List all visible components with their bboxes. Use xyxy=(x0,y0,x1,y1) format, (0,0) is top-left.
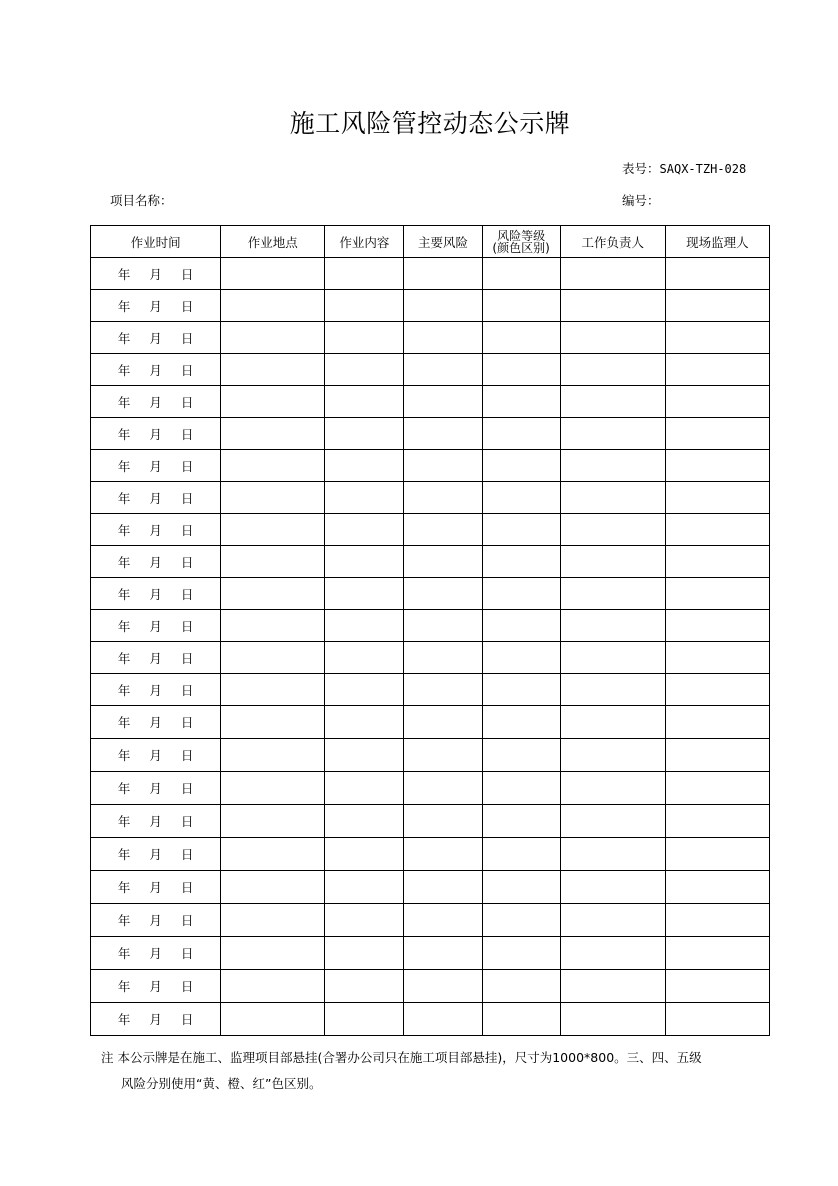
table-row xyxy=(91,871,770,904)
date-year-label: 年 xyxy=(117,618,131,634)
work-time-cell[interactable] xyxy=(91,706,221,739)
work-leader-cell[interactable] xyxy=(560,739,665,772)
date-month-label: 月 xyxy=(149,650,162,666)
date-month-label: 月 xyxy=(149,979,162,994)
work-time-cell[interactable] xyxy=(91,674,221,706)
work-content-cell[interactable] xyxy=(325,772,404,805)
table-row xyxy=(91,482,770,514)
table-row xyxy=(91,838,770,871)
date-year-label: 年 xyxy=(117,522,131,538)
site-supervisor-cell[interactable] xyxy=(665,514,769,546)
date-year-label: 年 xyxy=(117,650,131,666)
main-risk-cell[interactable] xyxy=(404,970,482,1003)
form-number xyxy=(622,159,746,177)
form-number-label: 表号： xyxy=(622,161,660,176)
date-day-label: 日 xyxy=(180,781,194,796)
work-leader-cell[interactable] xyxy=(560,871,665,904)
work-time-cell[interactable] xyxy=(91,258,221,290)
date-month-label: 月 xyxy=(149,781,162,796)
date-day-label: 日 xyxy=(180,298,194,314)
risk-level-cell[interactable] xyxy=(482,418,560,450)
work-location-cell[interactable] xyxy=(221,386,325,418)
work-location-cell[interactable] xyxy=(221,482,325,514)
work-time-cell[interactable] xyxy=(91,290,221,322)
table-row xyxy=(91,290,770,322)
date-day-label: 日 xyxy=(180,490,194,506)
date-month-label: 月 xyxy=(149,490,162,506)
work-location-cell[interactable] xyxy=(221,838,325,871)
site-supervisor-cell[interactable] xyxy=(665,322,769,354)
work-content-cell[interactable] xyxy=(325,674,404,706)
work-location-cell[interactable] xyxy=(221,322,325,354)
work-leader-cell[interactable] xyxy=(560,258,665,290)
date-day-label: 日 xyxy=(180,847,194,862)
main-risk-cell[interactable] xyxy=(404,290,482,322)
work-location-cell[interactable] xyxy=(221,290,325,322)
date-day-label: 日 xyxy=(180,394,194,410)
date-month-label: 月 xyxy=(149,586,162,602)
date-year-label: 年 xyxy=(117,298,131,314)
site-supervisor-cell[interactable] xyxy=(665,610,769,642)
work-time-cell[interactable] xyxy=(91,970,221,1003)
main-risk-cell[interactable] xyxy=(404,772,482,805)
header-work-content: 作业内容 xyxy=(325,226,404,258)
work-leader-cell[interactable] xyxy=(560,322,665,354)
table-row xyxy=(91,258,770,290)
date-day-label: 日 xyxy=(180,946,194,961)
main-risk-cell[interactable] xyxy=(404,904,482,937)
risk-level-cell[interactable] xyxy=(482,610,560,642)
form-number-code: SAQX-TZH-028 xyxy=(659,162,747,176)
work-content-cell[interactable] xyxy=(325,739,404,772)
table-row xyxy=(91,805,770,838)
work-leader-cell[interactable] xyxy=(560,970,665,1003)
date-month-label: 月 xyxy=(149,618,162,634)
site-supervisor-cell[interactable] xyxy=(665,482,769,514)
main-risk-cell[interactable] xyxy=(404,706,482,739)
work-time-cell[interactable] xyxy=(91,418,221,450)
work-time-cell[interactable] xyxy=(91,871,221,904)
work-time-cell[interactable] xyxy=(91,772,221,805)
work-leader-cell[interactable] xyxy=(560,290,665,322)
main-risk-cell[interactable] xyxy=(404,546,482,578)
work-leader-cell[interactable] xyxy=(560,386,665,418)
header-work-time: 作业时间 xyxy=(91,226,221,258)
date-day-label: 日 xyxy=(180,554,194,570)
table-row xyxy=(91,739,770,772)
date-year-label: 年 xyxy=(117,847,131,862)
risk-level-cell[interactable] xyxy=(482,354,560,386)
work-content-cell[interactable] xyxy=(325,805,404,838)
date-year-label: 年 xyxy=(117,362,131,378)
main-risk-cell[interactable] xyxy=(404,610,482,642)
work-location-cell[interactable] xyxy=(221,739,325,772)
header-risk-level xyxy=(482,226,560,258)
date-month-label: 月 xyxy=(149,362,162,378)
work-content-cell[interactable] xyxy=(325,871,404,904)
project-name-label: 项目名称： xyxy=(110,193,173,208)
header-site-supervisor: 现场监理人 xyxy=(665,226,769,258)
date-month-label: 月 xyxy=(149,554,162,570)
site-supervisor-cell[interactable] xyxy=(665,386,769,418)
table-row xyxy=(91,354,770,386)
date-year-label: 年 xyxy=(117,979,131,994)
work-content-cell[interactable] xyxy=(325,706,404,739)
work-content-cell[interactable] xyxy=(325,610,404,642)
date-day-label: 日 xyxy=(180,266,194,282)
site-supervisor-cell[interactable] xyxy=(665,674,769,706)
risk-level-cell[interactable] xyxy=(482,258,560,290)
date-year-label: 年 xyxy=(117,1012,131,1027)
site-supervisor-cell[interactable] xyxy=(665,706,769,739)
table-row xyxy=(91,706,770,739)
date-day-label: 日 xyxy=(180,362,194,378)
work-time-cell[interactable] xyxy=(91,546,221,578)
main-risk-cell[interactable] xyxy=(404,354,482,386)
page-title: 施工风险管控动态公示牌 xyxy=(289,109,571,138)
work-leader-cell[interactable] xyxy=(560,610,665,642)
risk-level-cell[interactable] xyxy=(482,739,560,772)
work-location-cell[interactable] xyxy=(221,706,325,739)
work-leader-cell[interactable] xyxy=(560,450,665,482)
work-leader-cell[interactable] xyxy=(560,354,665,386)
date-day-label: 日 xyxy=(180,682,194,698)
work-time-cell[interactable] xyxy=(91,386,221,418)
table-row xyxy=(91,546,770,578)
work-content-cell[interactable] xyxy=(325,514,404,546)
work-content-cell[interactable] xyxy=(325,450,404,482)
risk-level-cell[interactable] xyxy=(482,642,560,674)
work-leader-cell[interactable] xyxy=(560,418,665,450)
site-supervisor-cell[interactable] xyxy=(665,450,769,482)
main-risk-cell[interactable] xyxy=(404,838,482,871)
date-day-label: 日 xyxy=(180,1012,194,1027)
date-year-label: 年 xyxy=(117,330,131,346)
date-day-label: 日 xyxy=(180,618,194,634)
work-time-cell[interactable] xyxy=(91,514,221,546)
main-risk-cell[interactable] xyxy=(404,418,482,450)
date-month-label: 月 xyxy=(149,1012,162,1027)
table-row xyxy=(91,1003,770,1036)
work-content-cell[interactable] xyxy=(325,937,404,970)
risk-level-cell[interactable] xyxy=(482,386,560,418)
date-month-label: 月 xyxy=(149,847,162,862)
risk-level-cell[interactable] xyxy=(482,772,560,805)
risk-level-cell[interactable] xyxy=(482,970,560,1003)
work-content-cell[interactable] xyxy=(325,482,404,514)
risk-level-cell[interactable] xyxy=(482,322,560,354)
work-content-cell[interactable] xyxy=(325,290,404,322)
work-leader-cell[interactable] xyxy=(560,578,665,610)
date-year-label: 年 xyxy=(117,682,131,698)
date-month-label: 月 xyxy=(149,458,162,474)
site-supervisor-cell[interactable] xyxy=(665,937,769,970)
date-day-label: 日 xyxy=(180,814,194,829)
site-supervisor-cell[interactable] xyxy=(665,354,769,386)
main-risk-cell[interactable] xyxy=(404,578,482,610)
serial-number-label: 编号： xyxy=(622,193,660,208)
footnote-line2: 风险分别使用“黄、橙、红”色区别。 xyxy=(121,1076,322,1091)
table-row xyxy=(91,970,770,1003)
main-risk-cell[interactable] xyxy=(404,514,482,546)
site-supervisor-cell[interactable] xyxy=(665,805,769,838)
date-month-label: 月 xyxy=(149,748,162,763)
work-content-cell[interactable] xyxy=(325,1003,404,1036)
header-work-leader: 工作负责人 xyxy=(560,226,665,258)
work-content-cell[interactable] xyxy=(325,578,404,610)
work-time-cell[interactable] xyxy=(91,937,221,970)
work-location-cell[interactable] xyxy=(221,970,325,1003)
date-year-label: 年 xyxy=(117,946,131,961)
work-location-cell[interactable] xyxy=(221,258,325,290)
main-risk-cell[interactable] xyxy=(404,739,482,772)
main-risk-cell[interactable] xyxy=(404,482,482,514)
table-row xyxy=(91,578,770,610)
main-risk-cell[interactable] xyxy=(404,1003,482,1036)
footnote-line1: 注 本公示牌是在施工、监理项目部悬挂(合署办公司只在施工项目部悬挂)，尺寸为1000*800。三、四、五级 xyxy=(101,1050,702,1065)
work-time-cell[interactable] xyxy=(91,482,221,514)
work-location-cell[interactable] xyxy=(221,546,325,578)
table-row xyxy=(91,904,770,937)
header-risk-level-line2: (颜色区别) xyxy=(492,240,550,255)
date-year-label: 年 xyxy=(117,814,131,829)
date-day-label: 日 xyxy=(180,330,194,346)
main-risk-cell[interactable] xyxy=(404,322,482,354)
work-location-cell[interactable] xyxy=(221,674,325,706)
work-leader-cell[interactable] xyxy=(560,546,665,578)
table-row xyxy=(91,642,770,674)
main-risk-cell[interactable] xyxy=(404,674,482,706)
work-leader-cell[interactable] xyxy=(560,514,665,546)
header-work-location: 作业地点 xyxy=(221,226,325,258)
work-leader-cell[interactable] xyxy=(560,838,665,871)
work-content-cell[interactable] xyxy=(325,418,404,450)
work-location-cell[interactable] xyxy=(221,418,325,450)
date-year-label: 年 xyxy=(117,266,131,282)
work-content-cell[interactable] xyxy=(325,642,404,674)
work-location-cell[interactable] xyxy=(221,450,325,482)
date-year-label: 年 xyxy=(117,490,131,506)
work-time-cell[interactable] xyxy=(91,1003,221,1036)
work-leader-cell[interactable] xyxy=(560,772,665,805)
risk-level-cell[interactable] xyxy=(482,904,560,937)
risk-level-cell[interactable] xyxy=(482,706,560,739)
date-month-label: 月 xyxy=(149,426,162,442)
table-row xyxy=(91,418,770,450)
date-day-label: 日 xyxy=(180,979,194,994)
risk-level-cell[interactable] xyxy=(482,674,560,706)
work-content-cell[interactable] xyxy=(325,546,404,578)
work-content-cell[interactable] xyxy=(325,904,404,937)
main-risk-cell[interactable] xyxy=(404,386,482,418)
main-risk-cell[interactable] xyxy=(404,258,482,290)
site-supervisor-cell[interactable] xyxy=(665,970,769,1003)
date-year-label: 年 xyxy=(117,426,131,442)
site-supervisor-cell[interactable] xyxy=(665,772,769,805)
date-month-label: 月 xyxy=(149,266,162,282)
risk-table xyxy=(90,225,770,1036)
work-time-cell[interactable] xyxy=(91,450,221,482)
date-month-label: 月 xyxy=(149,522,162,538)
risk-level-cell[interactable] xyxy=(482,1003,560,1036)
date-month-label: 月 xyxy=(149,330,162,346)
work-location-cell[interactable] xyxy=(221,354,325,386)
risk-level-cell[interactable] xyxy=(482,482,560,514)
date-month-label: 月 xyxy=(149,715,162,730)
work-time-cell[interactable] xyxy=(91,322,221,354)
table-header-row xyxy=(91,226,770,258)
work-location-cell[interactable] xyxy=(221,772,325,805)
date-day-label: 日 xyxy=(180,426,194,442)
date-month-label: 月 xyxy=(149,298,162,314)
work-time-cell[interactable] xyxy=(91,904,221,937)
work-location-cell[interactable] xyxy=(221,1003,325,1036)
work-content-cell[interactable] xyxy=(325,322,404,354)
date-year-label: 年 xyxy=(117,394,131,410)
work-time-cell[interactable] xyxy=(91,838,221,871)
table-row xyxy=(91,937,770,970)
date-year-label: 年 xyxy=(117,554,131,570)
work-leader-cell[interactable] xyxy=(560,904,665,937)
main-risk-cell[interactable] xyxy=(404,450,482,482)
date-day-label: 日 xyxy=(180,586,194,602)
site-supervisor-cell[interactable] xyxy=(665,1003,769,1036)
work-time-cell[interactable] xyxy=(91,805,221,838)
site-supervisor-cell[interactable] xyxy=(665,418,769,450)
risk-level-cell[interactable] xyxy=(482,290,560,322)
table-row xyxy=(91,514,770,546)
risk-level-cell[interactable] xyxy=(482,871,560,904)
footnote xyxy=(101,1045,781,1097)
work-content-cell[interactable] xyxy=(325,838,404,871)
work-location-cell[interactable] xyxy=(221,514,325,546)
date-month-label: 月 xyxy=(149,946,162,961)
risk-level-cell[interactable] xyxy=(482,937,560,970)
table-row xyxy=(91,610,770,642)
date-year-label: 年 xyxy=(117,748,131,763)
date-day-label: 日 xyxy=(180,522,194,538)
risk-level-cell[interactable] xyxy=(482,578,560,610)
work-location-cell[interactable] xyxy=(221,642,325,674)
table-row xyxy=(91,322,770,354)
work-content-cell[interactable] xyxy=(325,354,404,386)
work-content-cell[interactable] xyxy=(325,386,404,418)
site-supervisor-cell[interactable] xyxy=(665,838,769,871)
date-year-label: 年 xyxy=(117,781,131,796)
site-supervisor-cell[interactable] xyxy=(665,904,769,937)
site-supervisor-cell[interactable] xyxy=(665,258,769,290)
work-content-cell[interactable] xyxy=(325,258,404,290)
work-content-cell[interactable] xyxy=(325,970,404,1003)
header-main-risk: 主要风险 xyxy=(404,226,482,258)
site-supervisor-cell[interactable] xyxy=(665,578,769,610)
date-year-label: 年 xyxy=(117,715,131,730)
table-row xyxy=(91,772,770,805)
date-day-label: 日 xyxy=(180,913,194,928)
work-location-cell[interactable] xyxy=(221,904,325,937)
site-supervisor-cell[interactable] xyxy=(665,871,769,904)
work-location-cell[interactable] xyxy=(221,610,325,642)
site-supervisor-cell[interactable] xyxy=(665,739,769,772)
work-leader-cell[interactable] xyxy=(560,706,665,739)
risk-level-cell[interactable] xyxy=(482,514,560,546)
risk-level-cell[interactable] xyxy=(482,805,560,838)
work-time-cell[interactable] xyxy=(91,642,221,674)
date-day-label: 日 xyxy=(180,880,194,895)
work-leader-cell[interactable] xyxy=(560,642,665,674)
work-location-cell[interactable] xyxy=(221,871,325,904)
site-supervisor-cell[interactable] xyxy=(665,642,769,674)
table-row xyxy=(91,450,770,482)
date-day-label: 日 xyxy=(180,650,194,666)
date-year-label: 年 xyxy=(117,458,131,474)
date-day-label: 日 xyxy=(180,748,194,763)
site-supervisor-cell[interactable] xyxy=(665,290,769,322)
work-time-cell[interactable] xyxy=(91,578,221,610)
main-risk-cell[interactable] xyxy=(404,805,482,838)
work-time-cell[interactable] xyxy=(91,739,221,772)
risk-level-cell[interactable] xyxy=(482,546,560,578)
work-time-cell[interactable] xyxy=(91,610,221,642)
work-location-cell[interactable] xyxy=(221,578,325,610)
date-month-label: 月 xyxy=(149,913,162,928)
table-row xyxy=(91,386,770,418)
work-location-cell[interactable] xyxy=(221,937,325,970)
main-risk-cell[interactable] xyxy=(404,937,482,970)
work-leader-cell[interactable] xyxy=(560,482,665,514)
date-month-label: 月 xyxy=(149,394,162,410)
date-year-label: 年 xyxy=(117,913,131,928)
main-risk-cell[interactable] xyxy=(404,871,482,904)
work-leader-cell[interactable] xyxy=(560,674,665,706)
risk-level-cell[interactable] xyxy=(482,838,560,871)
date-month-label: 月 xyxy=(149,814,162,829)
date-month-label: 月 xyxy=(149,682,162,698)
work-time-cell[interactable] xyxy=(91,354,221,386)
work-leader-cell[interactable] xyxy=(560,805,665,838)
date-day-label: 日 xyxy=(180,715,194,730)
risk-level-cell[interactable] xyxy=(482,450,560,482)
date-day-label: 日 xyxy=(180,458,194,474)
date-year-label: 年 xyxy=(117,880,131,895)
date-month-label: 月 xyxy=(149,880,162,895)
work-leader-cell[interactable] xyxy=(560,1003,665,1036)
header-risk-level-line1: 风险等级 xyxy=(497,228,546,243)
site-supervisor-cell[interactable] xyxy=(665,546,769,578)
work-leader-cell[interactable] xyxy=(560,937,665,970)
date-year-label: 年 xyxy=(117,586,131,602)
table-row xyxy=(91,674,770,706)
main-risk-cell[interactable] xyxy=(404,642,482,674)
work-location-cell[interactable] xyxy=(221,805,325,838)
